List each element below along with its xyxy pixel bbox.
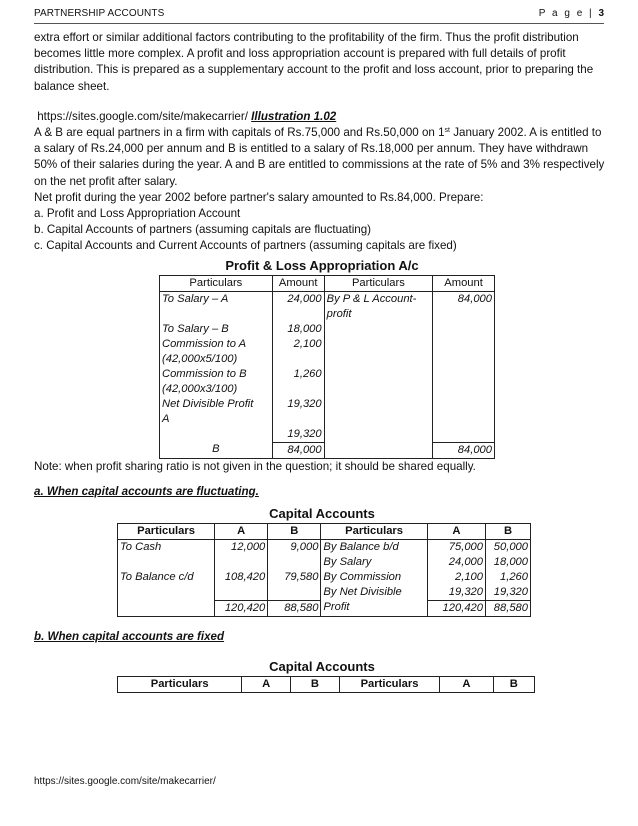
table-cell: [215, 555, 268, 570]
table-cell: 108,420: [215, 570, 268, 585]
table-cell: [433, 337, 495, 352]
table-cell: 88,580: [486, 600, 531, 616]
table-cell: [433, 352, 495, 367]
table-cell: (42,000x3/100): [160, 382, 273, 397]
column-header: Particulars: [339, 676, 440, 692]
table-cell: [272, 307, 324, 322]
capital-table-body: [118, 539, 531, 616]
capital-accounts-title-b: Capital Accounts: [269, 658, 375, 674]
column-header: B: [493, 676, 534, 692]
table-row: [160, 322, 495, 337]
table-cell: [118, 585, 215, 601]
table-cell: [324, 412, 433, 427]
column-header: B: [291, 676, 340, 692]
table-cell: By Balance b/d: [321, 539, 427, 555]
capital-accounts-table-b: [117, 676, 535, 693]
table-cell: Net Divisible Profit: [160, 397, 273, 412]
column-header: Amount: [272, 275, 324, 291]
table-cell: 120,420: [215, 600, 268, 616]
table-cell: 120,420: [427, 600, 485, 616]
table-cell: By Salary: [321, 555, 427, 570]
column-header: Particulars: [321, 523, 427, 539]
table-total-row: [160, 442, 495, 458]
table-cell: 18,000: [486, 555, 531, 570]
table-cell: (42,000x5/100): [160, 352, 273, 367]
table-cell: B: [160, 442, 273, 458]
table-cell: [118, 555, 215, 570]
column-header: A: [242, 676, 291, 692]
page-label: P a g e: [538, 8, 585, 19]
table-cell: [118, 600, 215, 616]
table-cell: 1,260: [272, 367, 324, 382]
ordinal-suffix: st: [444, 127, 450, 135]
table-row: [160, 427, 495, 443]
table-cell: 2,100: [272, 337, 324, 352]
column-header: Particulars: [160, 275, 273, 291]
table-cell: 75,000: [427, 539, 485, 555]
table-cell: [272, 412, 324, 427]
table-cell: 9,000: [268, 539, 321, 555]
table-row: [160, 412, 495, 427]
table-cell: [324, 382, 433, 397]
intro-paragraph: extra effort or similar additional factors contributing to the profitability of the firm. Thus the profit distribution becomes little more complex. A profit and loss appropriation account is prepared with full details of profit distribution. This is prepared as a supplementary account to the profit and loss account, prior to preparing the balance sheet.: [34, 31, 594, 93]
footer-url[interactable]: https://sites.google.com/site/makecarrier/: [34, 776, 216, 787]
header-title: PARTNERSHIP ACCOUNTS: [34, 8, 165, 19]
capital-accounts-title-a: Capital Accounts: [269, 505, 375, 521]
table-row: [160, 397, 495, 412]
note-text: Note: when profit sharing ratio is not given in the question; it should be shared equally.: [34, 459, 476, 473]
list-item: a. Profit and Loss Appropriation Account: [34, 207, 241, 221]
page-header: [34, 6, 604, 22]
table-cell: [433, 382, 495, 397]
table-cell: 1,260: [486, 570, 531, 585]
table-cell: [324, 442, 433, 458]
table-cell: [324, 397, 433, 412]
table-row: [160, 352, 495, 367]
column-header: A: [215, 523, 268, 539]
document-body: [34, 30, 610, 693]
table-cell: 50,000: [486, 539, 531, 555]
table-header-row: [118, 676, 535, 692]
table-cell: By Net Divisible: [321, 585, 427, 601]
list-item: b. Capital Accounts of partners (assuming capitals are fluctuating): [34, 223, 372, 237]
table-cell: 19,320: [272, 397, 324, 412]
table-cell: 79,580: [268, 570, 321, 585]
problem-text-1: A & B are equal partners in a firm with capitals of Rs.75,000 and Rs.50,000 on 1: [34, 126, 445, 140]
table-cell: [433, 427, 495, 443]
table-cell: To Salary – A: [160, 291, 273, 307]
table-cell: To Salary – B: [160, 322, 273, 337]
list-item: c. Capital Accounts and Current Accounts of partners (assuming capitals are fixed): [34, 239, 457, 253]
table-cell: To Balance c/d: [118, 570, 215, 585]
problem-paragraph: [34, 125, 610, 190]
table-cell: 84,000: [433, 291, 495, 307]
table-cell: 19,320: [272, 427, 324, 443]
table-cell: By Commission: [321, 570, 427, 585]
table-cell: [324, 427, 433, 443]
table-cell: [160, 307, 273, 322]
table-cell: [268, 585, 321, 601]
table-cell: 24,000: [427, 555, 485, 570]
table-cell: [160, 427, 273, 443]
table-row: [160, 382, 495, 397]
pl-appropriation-table: [159, 275, 495, 459]
table-cell: Commission to B: [160, 367, 273, 382]
column-header: Amount: [433, 275, 495, 291]
table-row: [118, 585, 531, 601]
problem-text-2: January 2002. A is entitled to a salary of Rs.24,000 per annum and B is entitled to a salary of Rs.18,000 per annum. They have withdrawn 50% of their salaries during the year. A and B are entitled to commissions at the rate of 5% and 3% respectively on the net profit after salary.: [34, 126, 605, 188]
table-header-row: [160, 275, 495, 291]
section-a-heading: a. When capital accounts are fluctuating.: [34, 484, 259, 498]
table-row: [160, 337, 495, 352]
table-row: [118, 600, 531, 616]
column-header: A: [427, 523, 485, 539]
table-cell: [215, 585, 268, 601]
source-link[interactable]: https://sites.google.com/site/makecarrier/: [37, 109, 248, 123]
table-cell: 19,320: [486, 585, 531, 601]
table-cell: Profit: [321, 600, 427, 616]
table-cell: [272, 382, 324, 397]
table-cell: [324, 322, 433, 337]
illustration-line: [34, 109, 610, 125]
column-header: A: [440, 676, 493, 692]
problem-paragraph-2: Net profit during the year 2002 before partner's salary amounted to Rs.84,000. Prepare:: [34, 190, 484, 204]
table-cell: A: [160, 412, 273, 427]
table-row: [160, 307, 495, 322]
table-cell: By P & L Account-: [324, 291, 433, 307]
table-cell: [324, 337, 433, 352]
column-header: Particulars: [324, 275, 433, 291]
table-cell: [272, 352, 324, 367]
table-header-row: [118, 523, 531, 539]
table-cell: 24,000: [272, 291, 324, 307]
table-cell: [433, 322, 495, 337]
table-cell: [433, 367, 495, 382]
table-cell: 12,000: [215, 539, 268, 555]
table-cell: [433, 307, 495, 322]
table-cell: 84,000: [433, 442, 495, 458]
table-row: [118, 570, 531, 585]
table-row: [118, 539, 531, 555]
section-b-heading: b. When capital accounts are fixed: [34, 629, 225, 643]
table-cell: [433, 397, 495, 412]
page-number: 3: [598, 8, 604, 19]
capital-accounts-table-a: [117, 523, 531, 617]
table-cell: 88,580: [268, 600, 321, 616]
table-cell: 84,000: [272, 442, 324, 458]
table-cell: 18,000: [272, 322, 324, 337]
header-rule: [34, 23, 604, 24]
table-cell: [268, 555, 321, 570]
pl-table-body: [160, 291, 495, 458]
table-cell: To Cash: [118, 539, 215, 555]
column-header: B: [486, 523, 531, 539]
pl-table-title: Profit & Loss Appropriation A/c: [225, 257, 419, 273]
table-cell: [324, 352, 433, 367]
column-header: Particulars: [118, 676, 242, 692]
table-cell: [433, 412, 495, 427]
column-header: B: [268, 523, 321, 539]
table-cell: [324, 367, 433, 382]
table-row: [118, 555, 531, 570]
illustration-title: Illustration 1.02: [251, 109, 337, 123]
page-number-label: P a g e | 3: [538, 8, 604, 19]
table-row: [160, 367, 495, 382]
column-header: Particulars: [118, 523, 215, 539]
table-cell: 2,100: [427, 570, 485, 585]
table-row: [160, 291, 495, 307]
table-cell: 19,320: [427, 585, 485, 601]
table-cell: profit: [324, 307, 433, 322]
table-cell: Commission to A: [160, 337, 273, 352]
